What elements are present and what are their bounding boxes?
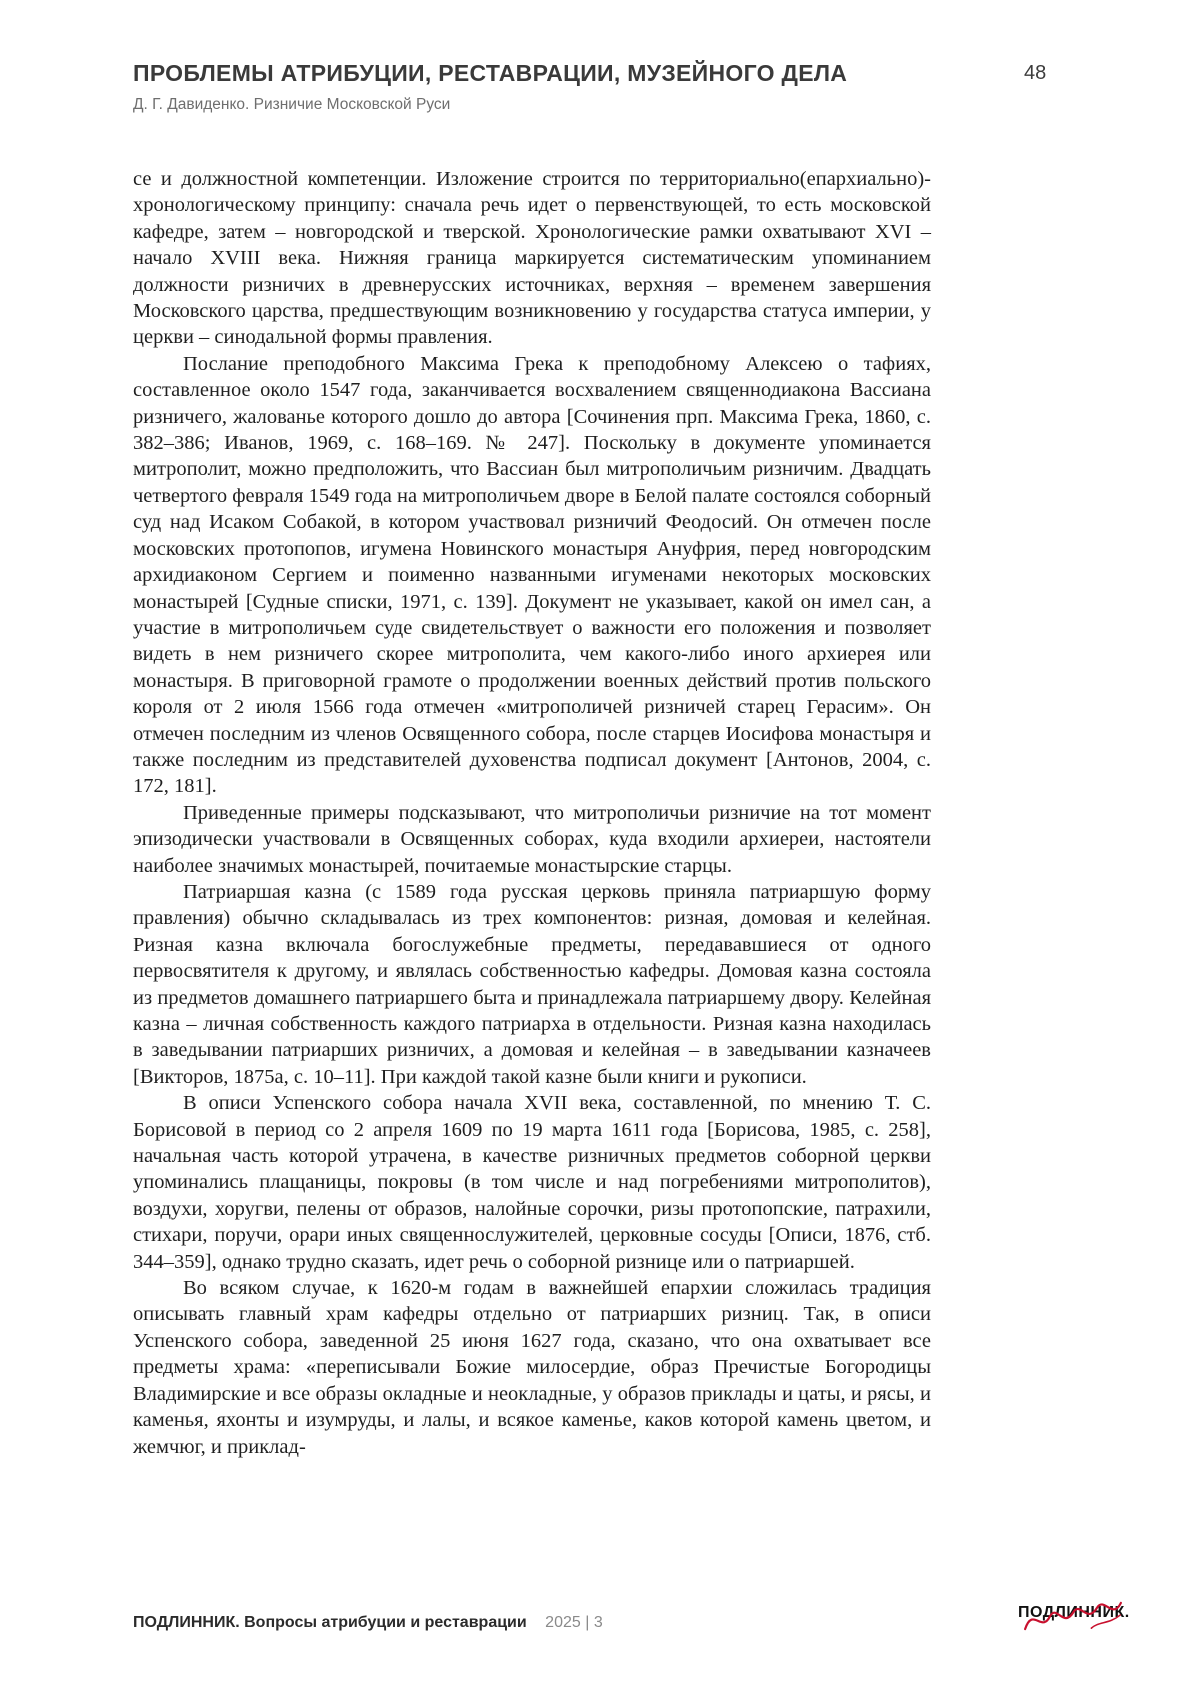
footer-issue-number: 2025 | 3 <box>545 1614 603 1631</box>
article-header <box>133 60 953 114</box>
article-body <box>133 166 931 1460</box>
body-paragraph: Патриаршая казна (с 1589 года русская церковь приняла патриаршую форму правления) обычно складывалась из трех компонентов: ризная, домовая и келейная. Ризная казна включала богослужебные предметы, передававшиеся от одного первосвятителя к другому, и являлась собственностью кафедры. Домовая казна состояла из предметов домашнего патриаршего быта и принадлежала патриаршему двору. Келейная казна – личная собственность каждого патриарха в отдельности. Ризная казна находилась в заведывании патриарших ризничих, а домовая и келейная – в заведывании казначеев [Викторов, 1875а, с. 10–11]. При каждой такой казне были книги и рукописи. <box>133 880 931 1088</box>
logo-wordmark: ПОДЛИННИК. <box>1018 1604 1130 1621</box>
section-title: ПРОБЛЕМЫ АТРИБУЦИИ, РЕСТАВРАЦИИ, МУЗЕЙНОГО ДЕЛА <box>133 60 848 86</box>
page-footer <box>133 1614 603 1632</box>
body-paragraph: В описи Успенского собора начала XVII века, составленной, по мнению Т. С. Борисовой в период со 2 апреля 1609 по 19 марта 1611 года [Борисова, 1985, с. 258], начальная часть которой утрачена, в качестве ризничных предметов соборной церкви упоминались плащаницы, покровы (в том числе и над погребениями митрополитов), воздухи, хоругви, пелены от образов, налойные сорочки, ризы протопопские, патрахили, стихари, поручи, орари иных священнослужителей, церковные сосуды [Описи, 1876, стб. 344–359], однако трудно сказать, идет речь о соборной ризнице или о патриаршей. <box>133 1092 931 1273</box>
article-author-subtitle: Д. Г. Давиденко. Ризничие Московской Руси <box>133 96 451 113</box>
body-paragraph: Во всяком случае, к 1620-м годам в важнейшей епархии сложилась традиция описывать главный храм кафедры отдельно от патриарших ризниц. Так, в описи Успенского собора, заведенной 25 июня 1627 года, сказано, что она охватывает все предметы храма: «переписывали Божие милосердие, образ Пречистые Богородицы Владимирские и все образы окладные и неокладные, у образов приклады и цаты, и рясы, и каменья, яхонты и изумруды, и лалы, и всякое каменье, каков которой камень цветом, и жемчюг, и приклад- <box>133 1277 931 1458</box>
footer-journal-title: ПОДЛИННИК. Вопросы атрибуции и реставрации <box>133 1614 527 1631</box>
body-paragraph: Приведенные примеры подсказывают, что митрополичьи ризничие на тот момент эпизодически участвовали в Освященных соборах, куда входили архиереи, настоятели наиболее значимых монастырей, почитаемые монастырские старцы. <box>133 801 931 877</box>
podlinnik-logo <box>1018 1592 1128 1640</box>
body-paragraph: Послание преподобного Максима Грека к преподобному Алексею о тафиях, составленное около 1547 года, заканчивается восхвалением священнодиакона Вассиана ризничего, жалованье которого дошло до автора [Сочинения прп. Максима Грека, 1860, с. 382–386; Иванов, 1969, с. 168–169. № 247]. Поскольку в документе упоминается митрополит, можно предположить, что Вассиан был митрополичьим ризничим. Двадцать четвертого февраля 1549 года на митрополичьем дворе в Белой палате состоялся соборный суд над Исаком Собакой, в котором участвовал ризничий Феодосий. Он отмечен после московских протопопов, игумена Новинского монастыря Ануфрия, перед новгородским архидиаконом Сергием и поименно названными игуменами некоторых московских монастырей [Судные списки, 1971, с. 139]. Документ не указывает, какой он имел сан, а участие в митрополичьем суде свидетельствует о важности его положения и позволяет видеть в нем ризничего скорее митрополита, чем какого-либо иного архиерея или монастыря. В приговорной грамоте о продолжении военных действий против польского короля от 2 июля 1566 года отмечен «митрополичей ризничей старец Герасим». Он отмечен последним из членов Освященного собора, после старцев Иосифова монастыря и также последним из представителей духовенства подписал документ [Антонов, 2004, с. 172, 181]. <box>133 352 931 798</box>
page-number: 48 <box>1024 62 1047 84</box>
body-paragraph: се и должностной компетенции. Изложение строится по территориально(епархиально)-хронологическому принципу: сначала речь идет о первенствующей, то есть московской кафедре, затем – новгородской и тверской. Хронологические рамки охватывают XVI – начало XVIII века. Нижняя граница маркируется систематическим упоминанием должности ризничих в древнерусских источниках, верхняя – временем завершения Московского царства, предшествующим возникновению у государства статуса империи, у церкви – синодальной формы правления. <box>133 168 931 349</box>
